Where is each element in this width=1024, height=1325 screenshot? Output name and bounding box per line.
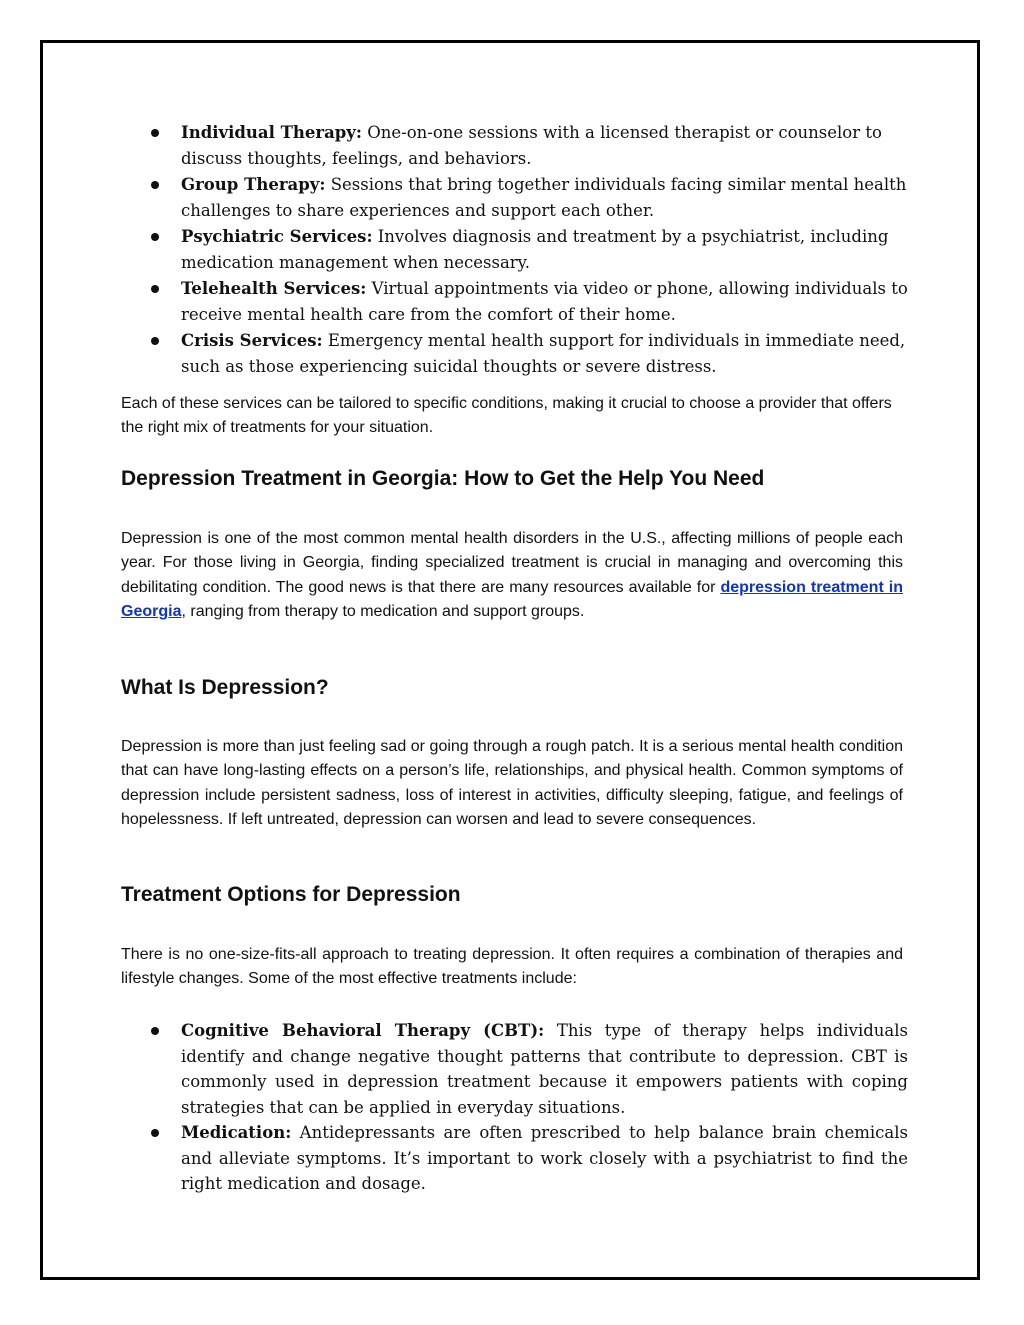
bullet-icon bbox=[151, 285, 159, 293]
list-item-term: Cognitive Behavioral Therapy (CBT): bbox=[181, 1021, 545, 1040]
list-item-text: Emergency mental health support for individuals in immediate need, such as those experiencing suicidal thoughts or severe distress. bbox=[181, 331, 906, 376]
list-item bbox=[148, 1018, 908, 1120]
services-list bbox=[148, 120, 908, 380]
list-item-term: Psychiatric Services: bbox=[181, 227, 373, 246]
list-item-term: Telehealth Services: bbox=[181, 279, 367, 298]
list-item-text: Involves diagnosis and treatment by a psychiatrist, including medication management when necessary. bbox=[181, 227, 889, 272]
bullet-icon bbox=[151, 1027, 159, 1035]
list-item bbox=[148, 224, 908, 276]
services-summary: Each of these services can be tailored to specific conditions, making it crucial to choose a provider that offers the right mix of treatments for your situation. bbox=[121, 395, 892, 437]
list-item-term: Individual Therapy: bbox=[181, 123, 362, 142]
bullet-icon bbox=[151, 1129, 159, 1137]
bullet-icon bbox=[151, 181, 159, 189]
depression-treatment-georgia-link[interactable]: depression treatment in Georgia bbox=[121, 578, 904, 620]
list-item bbox=[148, 1120, 908, 1197]
section-heading-what: What Is Depression? bbox=[121, 676, 329, 699]
section-heading-georgia: Depression Treatment in Georgia: How to Get the Help You Need bbox=[121, 467, 765, 490]
bullet-icon bbox=[151, 337, 159, 345]
georgia-paragraph bbox=[121, 527, 903, 624]
bullet-icon bbox=[151, 129, 159, 137]
georgia-paragraph-text: Depression is one of the most common mental health disorders in the U.S., affecting millions of people each year. For those living in Georgia, finding specialized treatment is crucial in managing and overcoming this debilitating condition. The good news is that there are many resources available for bbox=[121, 530, 903, 596]
what-paragraph: Depression is more than just feeling sad or going through a rough patch. It is a serious mental health condition that can have long-lasting effects on a person’s life, relationships, and physical health. Common symptoms of depression include persistent sadness, loss of interest in activities, difficulty sleeping, fatigue, and feelings of hopelessness. If left untreated, depression can worsen and lead to severe consequences. bbox=[121, 738, 903, 828]
list-item-term: Crisis Services: bbox=[181, 331, 323, 350]
list-item bbox=[148, 172, 908, 224]
list-item bbox=[148, 276, 908, 328]
options-paragraph: There is no one-size-fits-all approach to treating depression. It often requires a combination of therapies and lifestyle changes. Some of the most effective treatments include: bbox=[121, 946, 903, 988]
treatments-list bbox=[148, 1018, 908, 1197]
list-item-text: One-on-one sessions with a licensed therapist or counselor to discuss thoughts, feelings, and behaviors. bbox=[181, 123, 882, 168]
list-item-term: Medication: bbox=[181, 1123, 292, 1142]
section-heading-options: Treatment Options for Depression bbox=[121, 883, 461, 906]
list-item bbox=[148, 328, 908, 380]
list-item bbox=[148, 120, 908, 172]
list-item-text: Sessions that bring together individuals facing similar mental health challenges to share experiences and support each other. bbox=[181, 175, 907, 220]
georgia-paragraph-text-end: , ranging from therapy to medication and support groups. bbox=[181, 602, 585, 620]
list-item-term: Group Therapy: bbox=[181, 175, 326, 194]
list-item-text: Virtual appointments via video or phone, allowing individuals to receive mental health care from the comfort of their home. bbox=[181, 279, 908, 324]
bullet-icon bbox=[151, 233, 159, 241]
list-item-text: Antidepressants are often prescribed to help balance brain chemicals and alleviate symptoms. It’s important to work closely with a psychiatrist to find the right medication and dosage. bbox=[181, 1123, 908, 1193]
list-item-text: This type of therapy helps individuals identify and change negative thought patterns that contribute to depression. CBT is commonly used in depression treatment because it empowers patients with coping strategies that can be applied in everyday situations. bbox=[181, 1021, 908, 1117]
